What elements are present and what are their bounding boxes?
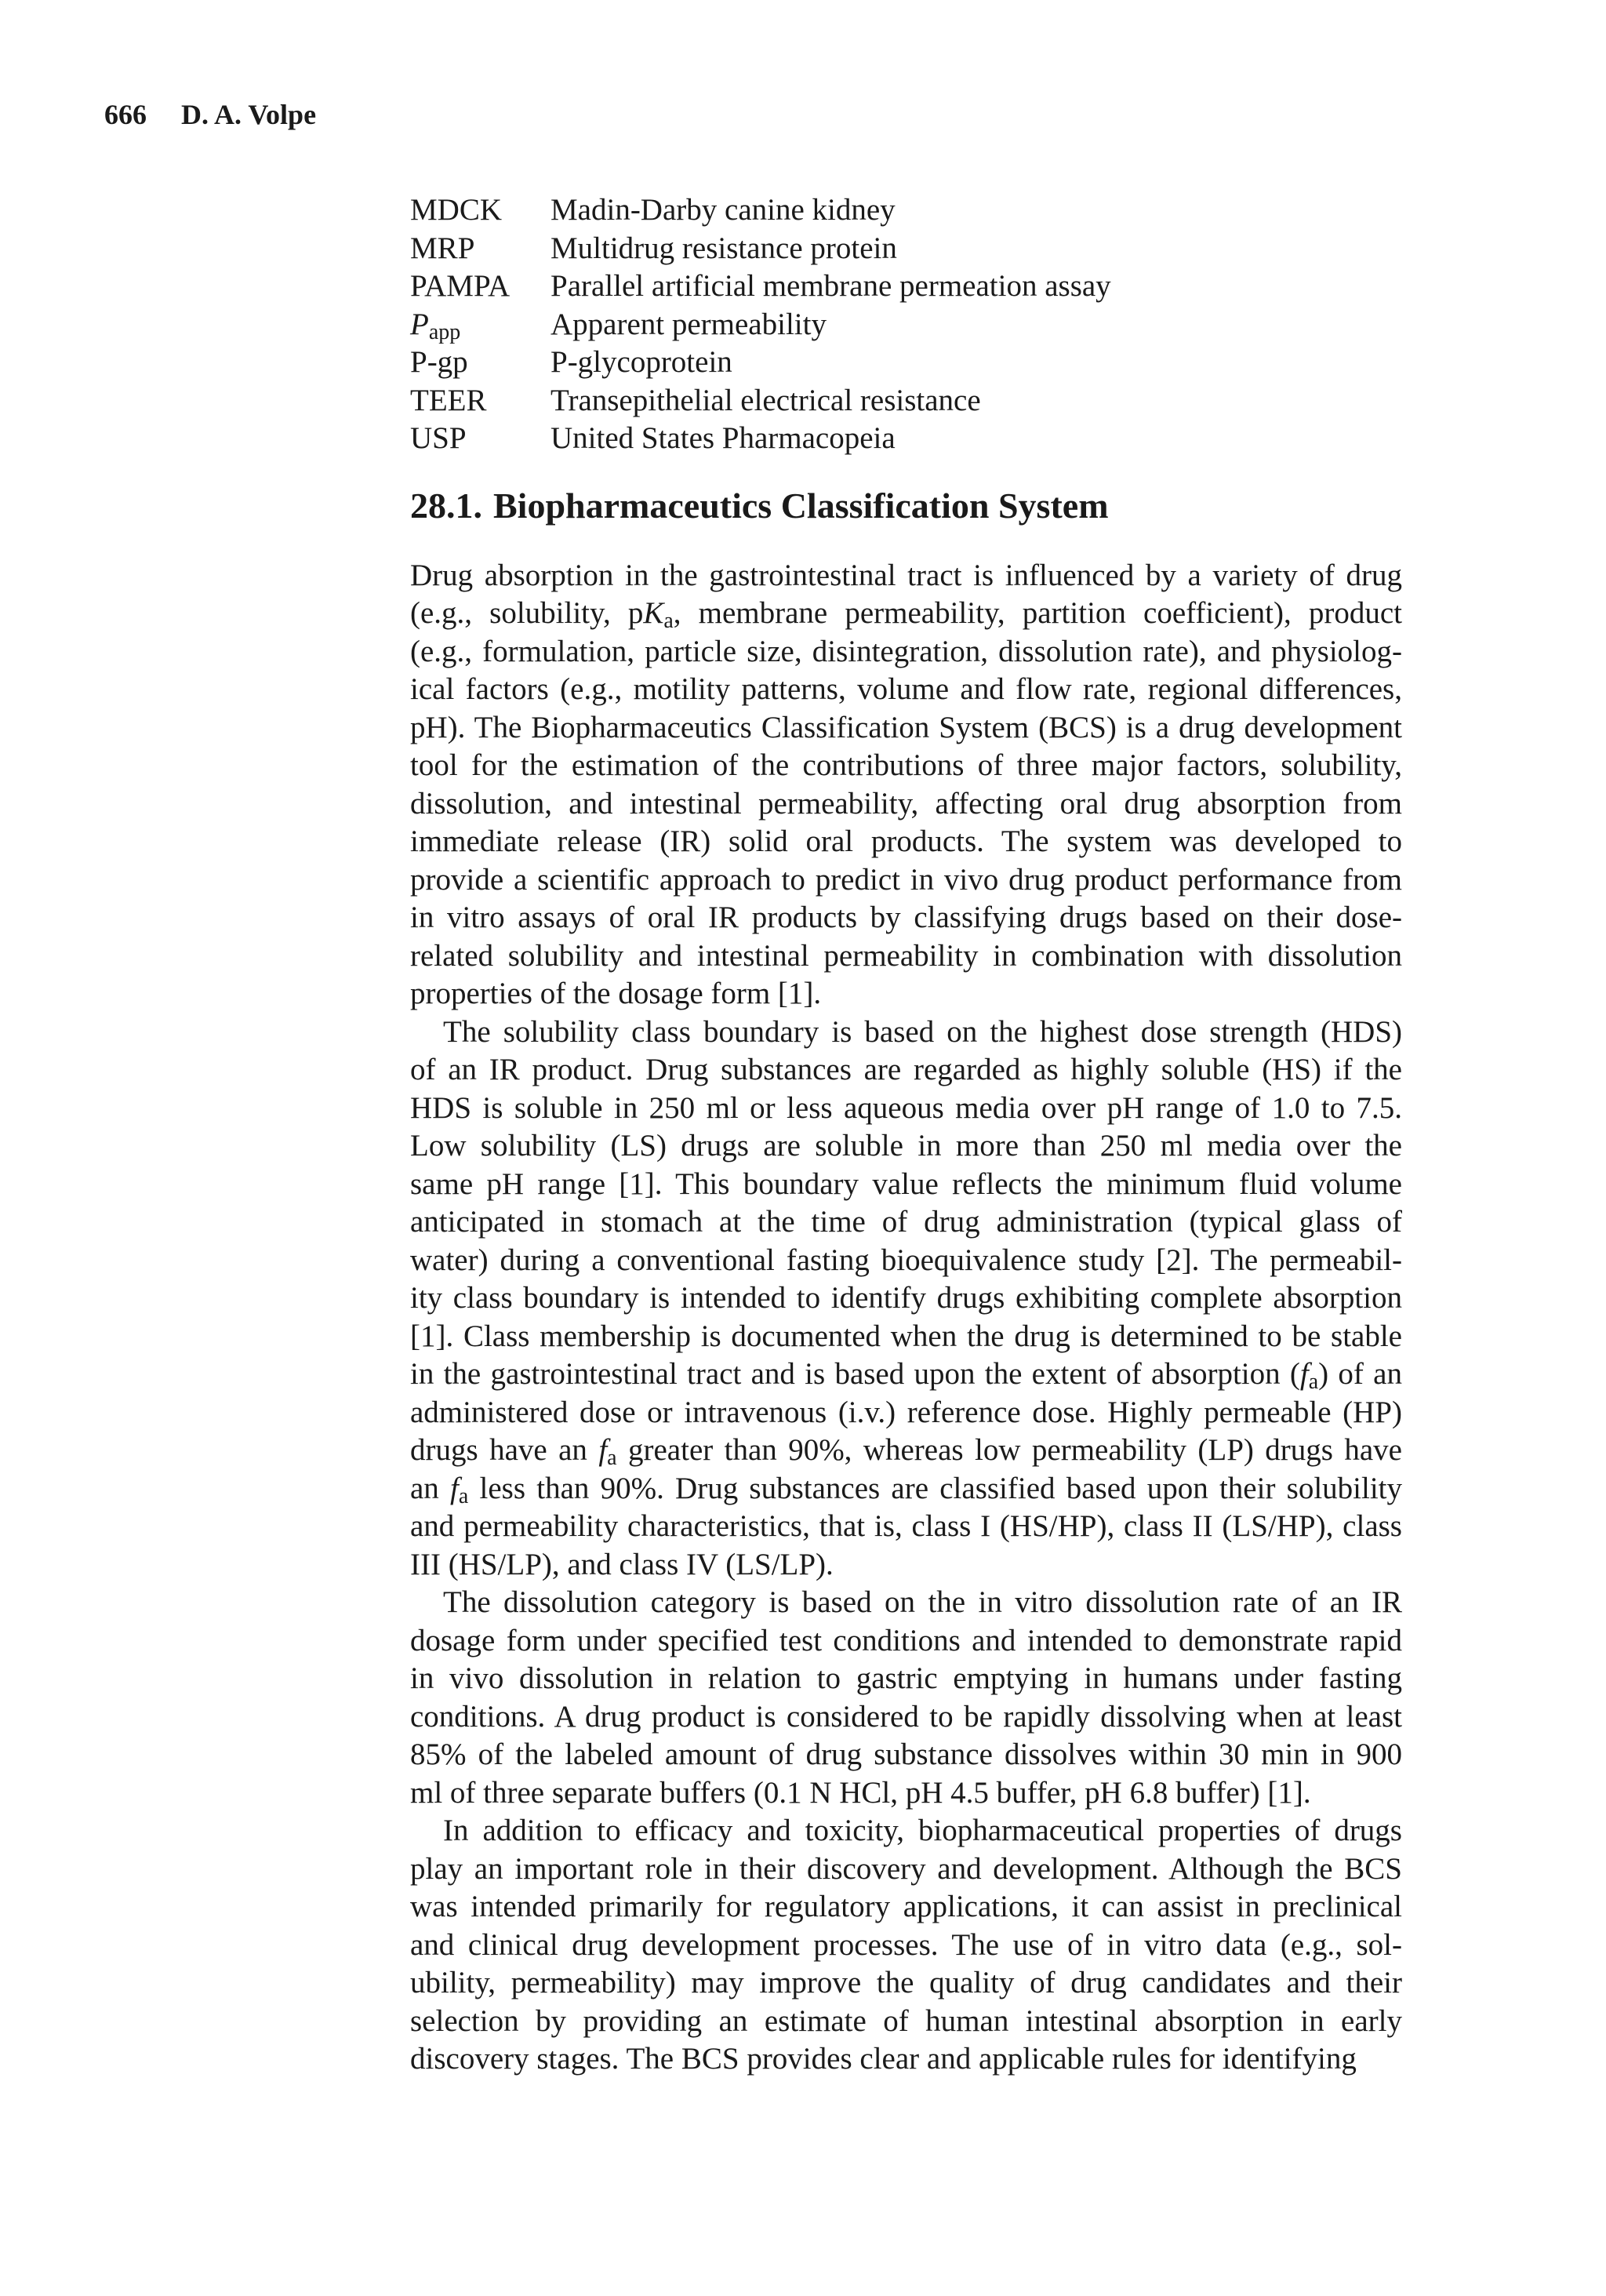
section-number: 28.1. [410,485,482,526]
text-line: dissolution, and intestinal permeability, affecting oral drug absorption from [410,786,1402,821]
abbreviation-term-symbol: P [410,307,429,341]
text-line: dosage form under specified test conditions and intended to demonstrate rapid [410,1623,1402,1657]
text-line: administered dose or intravenous (i.v.) reference dose. Highly permeable (HP) [410,1395,1402,1429]
text-line: The solubility class boundary is based on the highest dose strength (HDS) [443,1014,1402,1049]
text-line: in the gastrointestinal tract and is based upon the extent of absorption $(f_a)$ of an [410,1357,1402,1394]
text-line: conditions. A drug product is considered to be rapidly dissolving when at least [410,1699,1402,1734]
text-line: Drug absorption in the gastrointestinal tract is influenced by a variety of drug [410,558,1402,592]
text-line: ical factors (e.g., motility patterns, volume and flow rate, regional differences, [410,672,1402,706]
text-line: ity class boundary is intended to identify drugs exhibiting complete absorption [410,1281,1402,1315]
text-line: 85% of the labeled amount of drug substance dissolves within 30 min in 900 [410,1737,1402,1771]
paragraph [410,1812,1402,2079]
text-line: Low solubility (LS) drugs are soluble in more than 250 ml media over the [410,1129,1402,1163]
text-line: [1]. Class membership is documented when the drug is determined to be stable [410,1319,1402,1353]
text-line: related solubility and intestinal permeability in combination with dissolution [410,938,1402,973]
text-line: water) during a conventional fasting bioequivalence study [2]. The permeabil- [410,1243,1402,1277]
abbreviation-definition: Madin-Darby canine kidney [550,193,896,227]
abbreviation-term-subscript: app [428,319,461,344]
abbreviation-term: P-gp [410,345,468,379]
text-line: properties of the dosage form [1]. [410,977,822,1010]
abbreviation-term: PAMPA [410,269,511,303]
text-line: (e.g., solubility, $pK_a$, membrane permeability, partition coefficient), product [410,596,1402,633]
text-line: provide a scientific approach to predict in vivo drug product performance from [410,862,1402,897]
abbreviation-definition: United States Pharmacopeia [550,421,896,455]
text-line: of an IR product. Drug substances are regarded as highly soluble (HS) if the [410,1053,1402,1086]
text-line: same pH range [1]. This boundary value reflects the minimum fluid volume [410,1166,1402,1201]
text-line: pH). The Biopharmaceutics Classification System (BCS) is a drug development [410,710,1402,744]
text-line: HDS is soluble in 250 ml or less aqueous media over pH range of 1.0 to 7.5. [410,1090,1402,1125]
text-line: drugs have an $f_a$ greater than 90%, whereas low permeability (LP) drugs have [410,1433,1402,1470]
abbreviation-definition: Transepithelial electrical resistance [550,383,981,417]
paragraph [410,1584,1402,1812]
abbreviation-row [410,344,1402,382]
body-text [410,557,1402,2079]
section-heading [410,484,1402,528]
abbreviation-row [410,420,1402,458]
text-line: and clinical drug development processes. The use of in vitro data (e.g., sol- [410,1927,1402,1962]
abbreviation-term: MRP [410,231,475,265]
text-line: tool for the estimation of the contributions of three major factors, solubility, [410,748,1402,782]
text-line: discovery stages. The BCS provides clear and applicable rules for identifying [410,2042,1357,2076]
text-line: immediate release (IR) solid oral products. The system was developed to [410,824,1402,858]
section-title: Biopharmaceutics Classification System [493,485,1109,526]
abbreviation-definition: Parallel artificial membrane permeation assay [550,269,1111,303]
text-line: ml of three separate buffers (0.1 N HCl, pH 4.5 buffer, pH 6.8 buffer) [1]. [410,1775,1311,1810]
text-line: in vivo dissolution in relation to gastric emptying in humans under fasting [410,1661,1402,1695]
abbreviation-definition: P-glycoprotein [550,345,732,379]
abbreviation-term: USP [410,421,467,455]
abbreviation-term: MDCK [410,193,503,227]
text-line: The dissolution category is based on the in vitro dissolution rate of an IR [443,1585,1402,1619]
page-number: 666 [104,99,147,130]
text-line: play an important role in their discovery and development. Although the BCS [410,1851,1402,1886]
abbreviation-row [410,382,1402,420]
paragraph [410,557,1402,1013]
text-line: selection by providing an estimate of human intestinal absorption in early [410,2003,1402,2038]
text-line: (e.g., formulation, particle size, disintegration, dissolution rate), and physiolog- [410,634,1402,668]
abbreviation-row [410,306,1402,344]
abbreviation-term [410,306,550,344]
text-line: anticipated in stomach at the time of drug administration (typical glass of [410,1205,1402,1239]
running-head-author: D. A. Volpe [181,99,317,130]
text-line: ubility, permeability) may improve the quality of drug candidates and their [410,1966,1402,1999]
abbreviation-row [410,191,1402,230]
abbreviation-definition: Apparent permeability [550,307,827,341]
abbreviation-row [410,230,1402,268]
paragraph [410,1013,1402,1585]
abbreviation-row [410,267,1402,306]
text-line: and permeability characteristics, that is, class I (HS/HP), class II (LS/HP), class [410,1509,1402,1543]
abbreviation-term: TEER [410,383,487,417]
text-line: in vitro assays of oral IR products by classifying drugs based on their dose- [410,901,1402,934]
running-header [104,99,316,130]
abbreviation-definition: Multidrug resistance protein [550,231,897,265]
text-line: In addition to efficacy and toxicity, biopharmaceutical properties of drugs [443,1814,1402,1847]
text-line: III (HS/LP), and class IV (LS/LP). [410,1547,834,1581]
text-line: was intended primarily for regulatory applications, it can assist in preclinical [410,1890,1402,1923]
page-content [410,191,1402,2079]
abbreviation-list [410,191,1402,458]
text-line: an $f_a$ less than 90%. Drug substances are classified based upon their solubility [410,1471,1402,1508]
